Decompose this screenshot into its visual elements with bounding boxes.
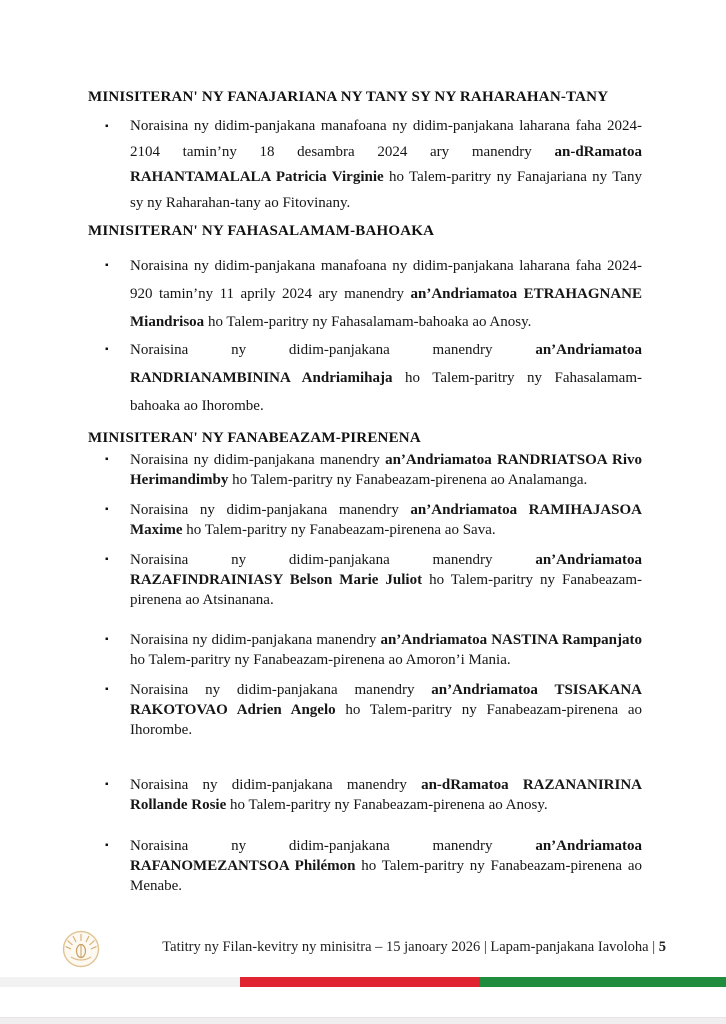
appointee-name: an’Andriamatoa NASTINA Rampanjato [380,632,643,648]
bullet-text [130,680,642,740]
bullet-text [130,114,642,216]
list-item [88,252,642,336]
footer-bar-green-segment [480,977,726,987]
bullet-text-prefix: Noraisina ny didim-panjakana manendry [130,552,536,568]
bullet-icon: ▪ [105,554,109,565]
list-item [88,775,642,815]
bullet-text-suffix: ho Talem-paritry ny Fanajariana ny Tany sy ny Raharahan-tany ao Fitovinany. [130,169,642,211]
appointee-name: an-dRamatoa RAHANTAMALALA Patricia Virginie [130,143,642,185]
bullet-icon: ▪ [105,504,109,515]
bullet-text-prefix: Noraisina ny didim-panjakana manendry [130,682,432,698]
appointee-name: an’Andriamatoa RAFANOMEZANTSOA Philémon [130,838,642,874]
bullet-text [130,450,642,490]
bullet-text-prefix: Noraisina ny didim-panjakana manafoana ny didim-panjakana laharana faha 2024-2104 tamin’ny 18 desambra 2024 ary manendry [130,118,642,160]
appointee-name: an’Andriamatoa RAZAFINDRAINIASY Belson Marie Juliot [130,552,642,588]
bullet-text [130,500,642,540]
bullet-text-prefix: Noraisina ny didim-panjakana manendry [130,777,422,793]
bullet-icon: ▪ [105,684,109,695]
bullet-text [130,336,642,420]
section-heading-fanabeazana: MINISITERAN' NY FANABEAZAM-PIRENENA [88,430,421,446]
appointee-name: an’Andriamatoa TSISAKANA RAKOTOVAO Adrien Angelo [130,682,642,718]
appointee-name: an’Andriamatoa RAMIHAJASOA Maxime [130,502,642,538]
list-item [88,680,642,740]
bullet-text-suffix: ho Talem-paritry ny Fanabeazam-pirenena ao Atsinanana. [130,572,642,608]
footer-bar-white-segment [0,977,240,987]
section-heading-fahasalamana: MINISITERAN' NY FAHASALAMAM-BAHOAKA [88,223,435,239]
bullet-icon: ▪ [105,454,109,465]
footer-text: Tatitry ny Filan-kevitry ny minisitra – 15 janoary 2026 | Lapam-panjakana Iavoloha | [162,939,659,955]
appointee-name: an-dRamatoa RAZANANIRINA Rollande Rosie [130,777,642,813]
page-number: 5 [658,939,666,955]
list-item [88,630,642,670]
bullet-icon: ▪ [105,840,109,851]
bullet-icon: ▪ [105,121,109,132]
bullet-text [130,836,642,896]
footer-tricolor-bar [0,977,726,987]
bullet-text-suffix: ho Talem-paritry ny Fanabeazam-pirenena ao Ihorombe. [130,702,642,738]
bullet-text-prefix: Noraisina ny didim-panjakana manendry [130,838,536,854]
list-item [88,550,642,610]
section-heading-fanajariana: MINISITERAN' NY FANAJARIANA NY TANY SY NY RAHARAHAN-TANY [88,89,609,105]
list-item [88,336,642,420]
bullet-text-suffix: ho Talem-paritry ny Fahasalamam-bahoaka ao Ihorombe. [130,370,642,414]
list-item [88,114,642,216]
bullet-text-suffix: ho Talem-paritry ny Fanabeazam-pirenena ao Amoron’i Mania. [130,652,511,668]
bullet-text-suffix: ho Talem-paritry ny Fahasalamam-bahoaka ao Anosy. [204,314,532,330]
appointee-name: an’Andriamatoa ETRAHAGNANE Miandrisoa [130,286,643,330]
bullet-icon: ▪ [105,779,109,790]
bullet-text-prefix: Noraisina ny didim-panjakana manendry [130,452,386,468]
list-item [88,500,642,540]
bullet-text-suffix: ho Talem-paritry ny Fanabeazam-pirenena ao Sava. [182,522,496,538]
bullet-text [130,630,642,670]
list-item [88,450,642,490]
page-bottom-edge [0,1017,726,1024]
bullet-icon: ▪ [105,260,109,271]
footer-bar-red-segment [240,977,480,987]
bullet-text-prefix: Noraisina ny didim-panjakana manendry [130,632,381,648]
bullet-icon: ▪ [105,344,109,355]
bullet-text-prefix: Noraisina ny didim-panjakana manendry [130,342,536,358]
bullet-text-suffix: ho Talem-paritry ny Fanabeazam-pirenena ao Menabe. [130,858,643,894]
bullet-icon: ▪ [105,634,109,645]
appointee-name: an’Andriamatoa RANDRIANAMBININA Andriamihaja [130,342,642,386]
bullet-text [130,550,642,610]
bullet-text-suffix: ho Talem-paritry ny Fanabeazam-pirenena ao Anosy. [226,797,548,813]
bullet-text [130,775,642,815]
footer [0,937,666,957]
bullet-text-prefix: Noraisina ny didim-panjakana manafoana ny didim-panjakana laharana faha 2024-920 tamin’ny 11 aprily 2024 ary manendry [130,258,642,302]
appointee-name: an’Andriamatoa RANDRIATSOA Rivo Herimandimby [130,452,642,488]
bullet-text [130,252,642,336]
bullet-text-prefix: Noraisina ny didim-panjakana manendry [130,502,411,518]
list-item [88,836,642,896]
bullet-text-suffix: ho Talem-paritry ny Fanabeazam-pirenena ao Analamanga. [228,472,588,488]
